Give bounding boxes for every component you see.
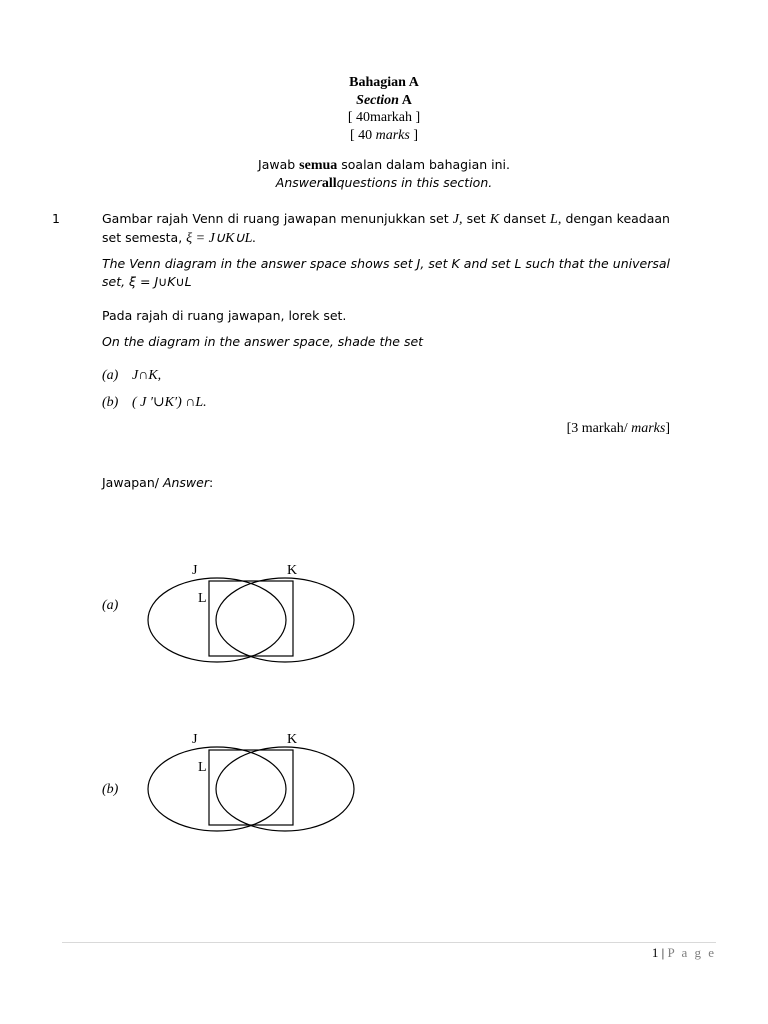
diagram-a-set-j-label: J [192,563,198,578]
set-l-rectangle[interactable] [209,581,293,656]
question-text-ms: Gambar rajah Venn di ruang jawapan menunjukkan set J, set K danset L, dengan keadaan set semesta, ξ = J∪K∪L. [102,211,670,246]
instruction-ms: Jawab semua soalan dalam bahagian ini. [258,157,510,173]
shade-instruction-en: On the diagram in the answer space, shade the set [102,334,424,349]
section-title-ms: Bahagian A [349,75,419,90]
instruction-en: Answerallquestions in this section. [275,175,493,191]
question-number: 1 [52,211,60,226]
diagram-b-set-j-label: J [192,732,198,747]
diagram-b-label: (b) [102,782,119,797]
question-text-en: The Venn diagram in the answer space shows set J, set K and set L such that the universal set, ξ = J∪K∪L [102,256,670,289]
set-l-rectangle[interactable] [209,750,293,825]
set-k-ellipse[interactable] [216,747,354,831]
set-j-ellipse[interactable] [148,578,286,662]
diagram-a-set-k-label: K [287,563,298,578]
set-j-ellipse[interactable] [148,747,286,831]
diagram-b-set-l-label: L [198,760,207,775]
page-footer: 1 | P a g e [651,945,716,960]
venn-diagram-a [148,578,354,662]
part-b-label: (b) [102,395,119,410]
section-title-en: Section A [356,93,412,108]
part-a-expression: J∩K, [132,368,162,383]
marks-en: [ 40 marks ] [349,128,419,143]
footer-divider [62,942,716,943]
part-b-expression: ( J ′∪K′) ∩L. [132,395,207,410]
answer-label: Jawapan/ Answer: [102,475,214,490]
diagram-a-set-l-label: L [198,591,207,606]
set-k-ellipse[interactable] [216,578,354,662]
marks-allocation: [3 markah/ marks] [566,421,670,436]
diagram-b-set-k-label: K [287,732,298,747]
marks-ms: [ 40markah ] [347,110,421,125]
shade-instruction-ms: Pada rajah di ruang jawapan, lorek set. [102,308,347,323]
venn-diagram-b [148,747,354,831]
diagram-a-label: (a) [102,598,119,613]
part-a-label: (a) [102,368,119,383]
